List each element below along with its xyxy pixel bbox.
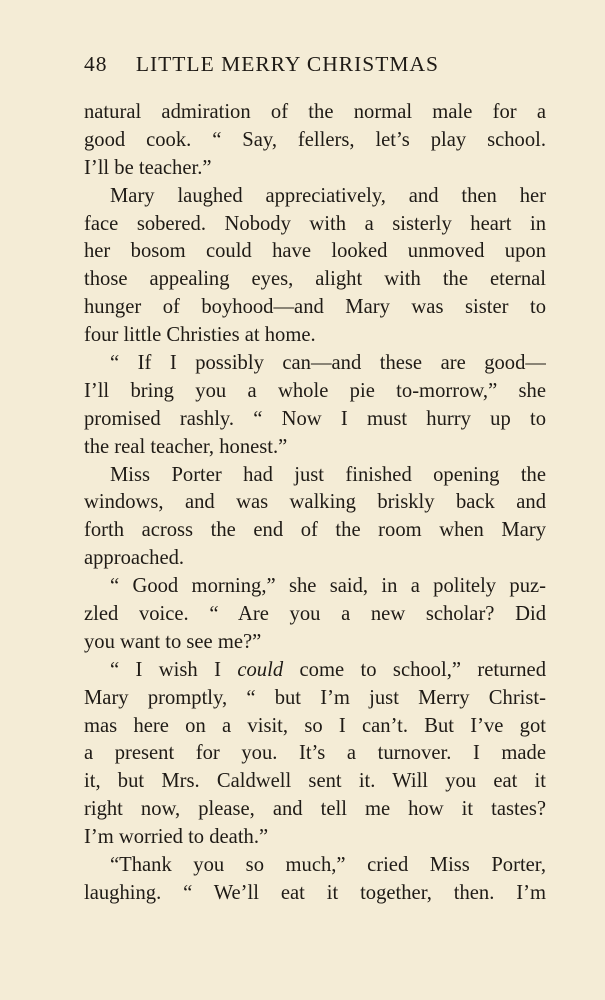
- text-line: approached.: [84, 547, 185, 570]
- text-line: the real teacher, honest.”: [84, 435, 288, 458]
- text-line: forth across the end of the room when Mary: [84, 519, 546, 542]
- text-line: right now, please, and tell me how it tastes?: [84, 798, 546, 821]
- text-line: I’m worried to death.”: [84, 826, 269, 849]
- text-line: Mary promptly, “ but I’m just Merry Christ-: [84, 686, 546, 709]
- text-line: I’ll be teacher.”: [84, 156, 212, 179]
- text-line: mas here on a visit, so I can’t. But I’ve got: [84, 714, 546, 737]
- text-line: “ Good morning,” she said, in a politely puz-: [110, 575, 546, 598]
- text-line: face sobered. Nobody with a sisterly heart in: [84, 212, 546, 235]
- text-line: windows, and was walking briskly back and: [84, 491, 546, 514]
- text-line: “ If I possibly can—and these are good—: [110, 352, 546, 375]
- text-line: I’ll bring you a whole pie to-morrow,” she: [84, 379, 546, 402]
- page-number: 48: [84, 52, 108, 76]
- text-fragment: come to school,” returned: [283, 658, 546, 681]
- emphasized-word: could: [237, 658, 284, 681]
- text-line: her bosom could have looked unmoved upon: [84, 240, 546, 263]
- text-line: Miss Porter had just finished opening the: [110, 463, 546, 486]
- text-line: a present for you. It’s a turnover. I made: [84, 742, 546, 765]
- text-line: natural admiration of the normal male for a: [84, 101, 546, 123]
- text-line: Mary laughed appreciatively, and then her: [110, 184, 546, 207]
- page-header: [84, 52, 546, 84]
- body-text: [84, 99, 546, 908]
- text-line: you want to see me?”: [84, 630, 262, 653]
- text-line: “Thank you so much,” cried Miss Porter,: [110, 854, 546, 877]
- text-line: four little Christies at home.: [84, 324, 316, 347]
- text-line: those appealing eyes, alight with the eternal: [84, 268, 546, 291]
- text-line: zled voice. “ Are you a new scholar? Did: [84, 603, 546, 626]
- text-line: laughing. “ We’ll eat it together, then. I’m: [84, 881, 546, 904]
- text-line: it, but Mrs. Caldwell sent it. Will you eat it: [84, 770, 546, 793]
- text-line: [84, 657, 546, 685]
- text-fragment: “ I wish I: [110, 658, 238, 681]
- running-head: LITTLE MERRY CHRISTMAS: [135, 52, 439, 76]
- text-line: good cook. “ Say, fellers, let’s play school.: [84, 128, 546, 151]
- text-line: promised rashly. “ Now I must hurry up to: [84, 407, 546, 430]
- text-line: hunger of boyhood—and Mary was sister to: [84, 296, 546, 319]
